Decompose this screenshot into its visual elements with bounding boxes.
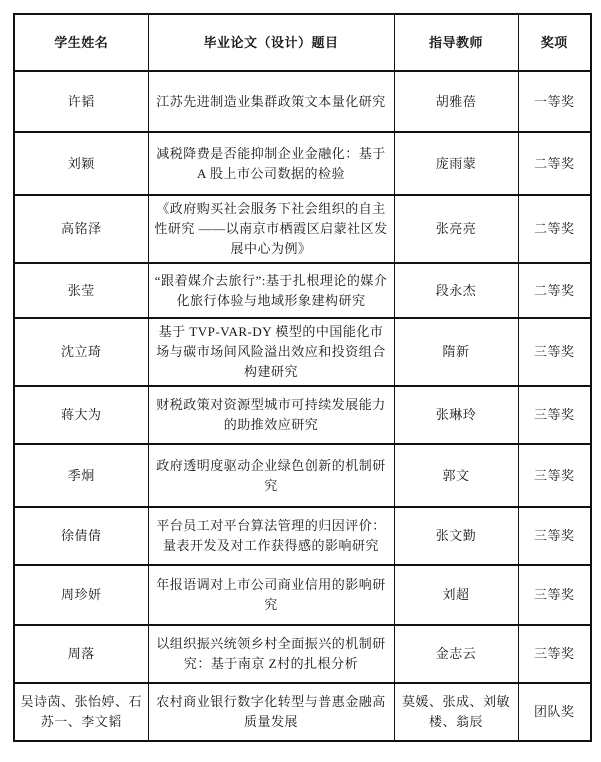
table-row	[14, 318, 591, 386]
thesis-title-cell: “跟着媒介去旅行”:基于扎根理论的媒介化旅行体验与地域形象建构研究	[148, 263, 394, 318]
header-award: 奖项	[518, 14, 591, 71]
student-name-cell: 吴诗茵、张怡婷、石苏一、李文韬	[14, 683, 148, 741]
student-name-cell: 季炯	[14, 444, 148, 507]
thesis-title-cell: 政府透明度驱动企业绿色创新的机制研究	[148, 444, 394, 507]
table-row	[14, 132, 591, 195]
advisor-cell: 段永杰	[394, 263, 518, 318]
table-body	[14, 71, 591, 741]
advisor-cell: 张亮亮	[394, 195, 518, 263]
thesis-title-cell: 减税降费是否能抑制企业金融化：基于 A 股上市公司数据的检验	[148, 132, 394, 195]
thesis-title-cell: 财税政策对资源型城市可持续发展能力的助推效应研究	[148, 386, 394, 444]
award-cell: 三等奖	[518, 318, 591, 386]
student-name-cell: 周珍妍	[14, 565, 148, 625]
thesis-title-cell: 江苏先进制造业集群政策文本量化研究	[148, 71, 394, 132]
student-name-cell: 高铭泽	[14, 195, 148, 263]
student-name-cell: 张莹	[14, 263, 148, 318]
advisor-cell: 隋新	[394, 318, 518, 386]
thesis-award-table	[13, 13, 592, 742]
header-student-name: 学生姓名	[14, 14, 148, 71]
award-cell: 三等奖	[518, 625, 591, 683]
thesis-title-cell: 农村商业银行数字化转型与普惠金融高质量发展	[148, 683, 394, 741]
award-cell: 一等奖	[518, 71, 591, 132]
table-row	[14, 195, 591, 263]
thesis-title-cell: 基于 TVP-VAR-DY 模型的中国能化市场与碳市场间风险溢出效应和投资组合构建研究	[148, 318, 394, 386]
advisor-cell: 张琳玲	[394, 386, 518, 444]
award-cell: 三等奖	[518, 565, 591, 625]
student-name-cell: 徐倩倩	[14, 507, 148, 565]
student-name-cell: 沈立琦	[14, 318, 148, 386]
award-cell: 三等奖	[518, 444, 591, 507]
table-row	[14, 386, 591, 444]
table-row	[14, 263, 591, 318]
award-cell: 三等奖	[518, 386, 591, 444]
table-row	[14, 683, 591, 741]
header-row	[14, 14, 591, 71]
advisor-cell: 刘超	[394, 565, 518, 625]
student-name-cell: 周落	[14, 625, 148, 683]
award-cell: 二等奖	[518, 132, 591, 195]
thesis-title-cell: 年报语调对上市公司商业信用的影响研究	[148, 565, 394, 625]
header-thesis-title: 毕业论文（设计）题目	[148, 14, 394, 71]
thesis-title-cell: 以组织振兴统领乡村全面振兴的机制研究：基于南京 Z村的扎根分析	[148, 625, 394, 683]
award-cell: 团队奖	[518, 683, 591, 741]
table-row	[14, 444, 591, 507]
advisor-cell: 郭文	[394, 444, 518, 507]
advisor-cell: 莫媛、张成、刘敏楼、翁辰	[394, 683, 518, 741]
table-row	[14, 507, 591, 565]
thesis-title-cell: 平台员工对平台算法管理的归因评价：量表开发及对工作获得感的影响研究	[148, 507, 394, 565]
student-name-cell: 蒋大为	[14, 386, 148, 444]
table-row	[14, 625, 591, 683]
student-name-cell: 许韬	[14, 71, 148, 132]
thesis-title-cell: 《政府购买社会服务下社会组织的自主性研究 ——以南京市栖霞区启蒙社区发展中心为例》	[148, 195, 394, 263]
table-row	[14, 565, 591, 625]
table-row	[14, 71, 591, 132]
award-cell: 二等奖	[518, 263, 591, 318]
advisor-cell: 庞雨蒙	[394, 132, 518, 195]
header-advisor: 指导教师	[394, 14, 518, 71]
award-cell: 三等奖	[518, 507, 591, 565]
award-cell: 二等奖	[518, 195, 591, 263]
advisor-cell: 金志云	[394, 625, 518, 683]
student-name-cell: 刘颖	[14, 132, 148, 195]
advisor-cell: 张文勤	[394, 507, 518, 565]
thesis-award-table-container	[13, 13, 592, 742]
advisor-cell: 胡雅蓓	[394, 71, 518, 132]
